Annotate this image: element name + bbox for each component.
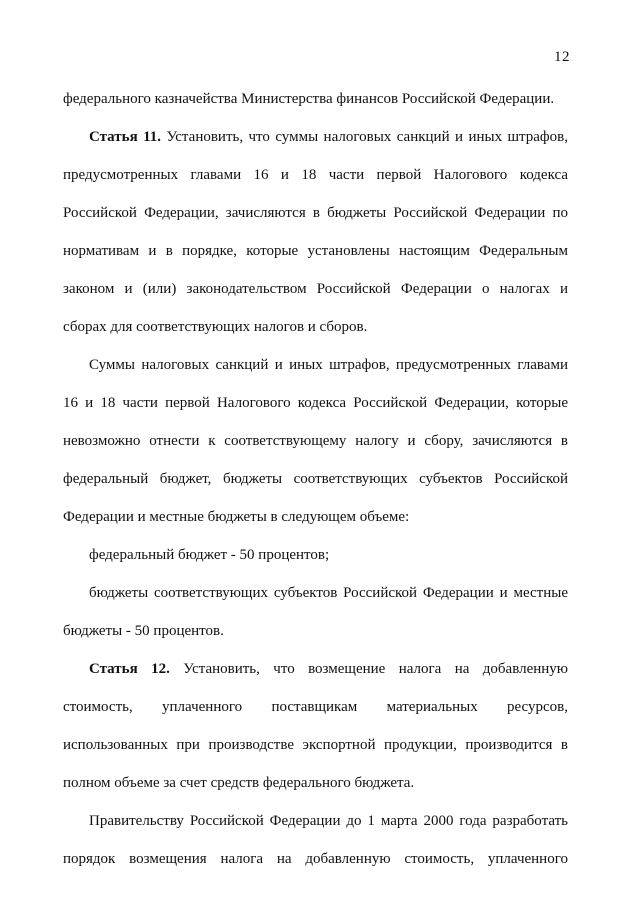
line-text: стоимость, уплаченного поставщикам материальных ресурсов, xyxy=(63,699,568,715)
line-text: федерального казначейства Министерства финансов Российской Федерации. xyxy=(63,91,555,107)
text-line xyxy=(63,536,568,574)
line-text: нормативам и в порядке, которые установлены настоящим Федеральным xyxy=(63,243,568,259)
document-body xyxy=(63,80,568,878)
line-text: предусмотренных главами 16 и 18 части первой Налогового кодекса xyxy=(63,167,568,183)
text-line xyxy=(63,422,568,460)
text-line xyxy=(63,460,568,498)
text-line xyxy=(63,840,568,878)
text-line xyxy=(63,612,568,650)
text-line xyxy=(63,118,568,156)
line-text: Российской Федерации, зачисляются в бюджеты Российской Федерации по xyxy=(63,205,568,221)
line-text: невозможно отнести к соответствующему налогу и сбору, зачисляются в xyxy=(63,433,568,449)
line-text: Правительству Российской Федерации до 1 марта 2000 года разработать xyxy=(89,813,568,829)
line-text: бюджеты соответствующих субъектов Российской Федерации и местные xyxy=(89,585,568,601)
line-text: 16 и 18 части первой Налогового кодекса Российской Федерации, которые xyxy=(63,395,568,411)
line-text: порядок возмещения налога на добавленную стоимость, уплаченного xyxy=(63,851,568,867)
text-line xyxy=(63,232,568,270)
article-heading: Статья 12. xyxy=(89,661,170,677)
text-line xyxy=(63,194,568,232)
line-text: федеральный бюджет, бюджеты соответствующих субъектов Российской xyxy=(63,471,568,487)
text-line xyxy=(63,80,568,118)
line-text: законом и (или) законодательством Российской Федерации о налогах и xyxy=(63,281,568,297)
text-line xyxy=(63,764,568,802)
page-number: 12 xyxy=(554,49,570,65)
line-text: полном объеме за счет средств федерального бюджета. xyxy=(63,775,415,791)
line-text: бюджеты - 50 процентов. xyxy=(63,623,224,639)
text-line xyxy=(63,156,568,194)
line-text: Установить, что суммы налоговых санкций и иных штрафов, xyxy=(161,129,568,145)
text-line xyxy=(63,270,568,308)
text-line xyxy=(63,346,568,384)
line-text: Суммы налоговых санкций и иных штрафов, предусмотренных главами xyxy=(89,357,568,373)
line-text: Федерации и местные бюджеты в следующем объеме: xyxy=(63,509,410,525)
text-line xyxy=(63,498,568,536)
text-line xyxy=(63,650,568,688)
text-line xyxy=(63,384,568,422)
line-text: сборах для соответствующих налогов и сборов. xyxy=(63,319,368,335)
text-line xyxy=(63,726,568,764)
line-text: Установить, что возмещение налога на добавленную xyxy=(169,661,569,677)
text-line xyxy=(63,308,568,346)
text-line xyxy=(63,802,568,840)
text-line xyxy=(63,688,568,726)
line-text: федеральный бюджет - 50 процентов; xyxy=(89,547,330,563)
article-heading: Статья 11. xyxy=(89,129,162,145)
line-text: использованных при производстве экспортной продукции, производится в xyxy=(63,737,568,753)
text-line xyxy=(63,574,568,612)
